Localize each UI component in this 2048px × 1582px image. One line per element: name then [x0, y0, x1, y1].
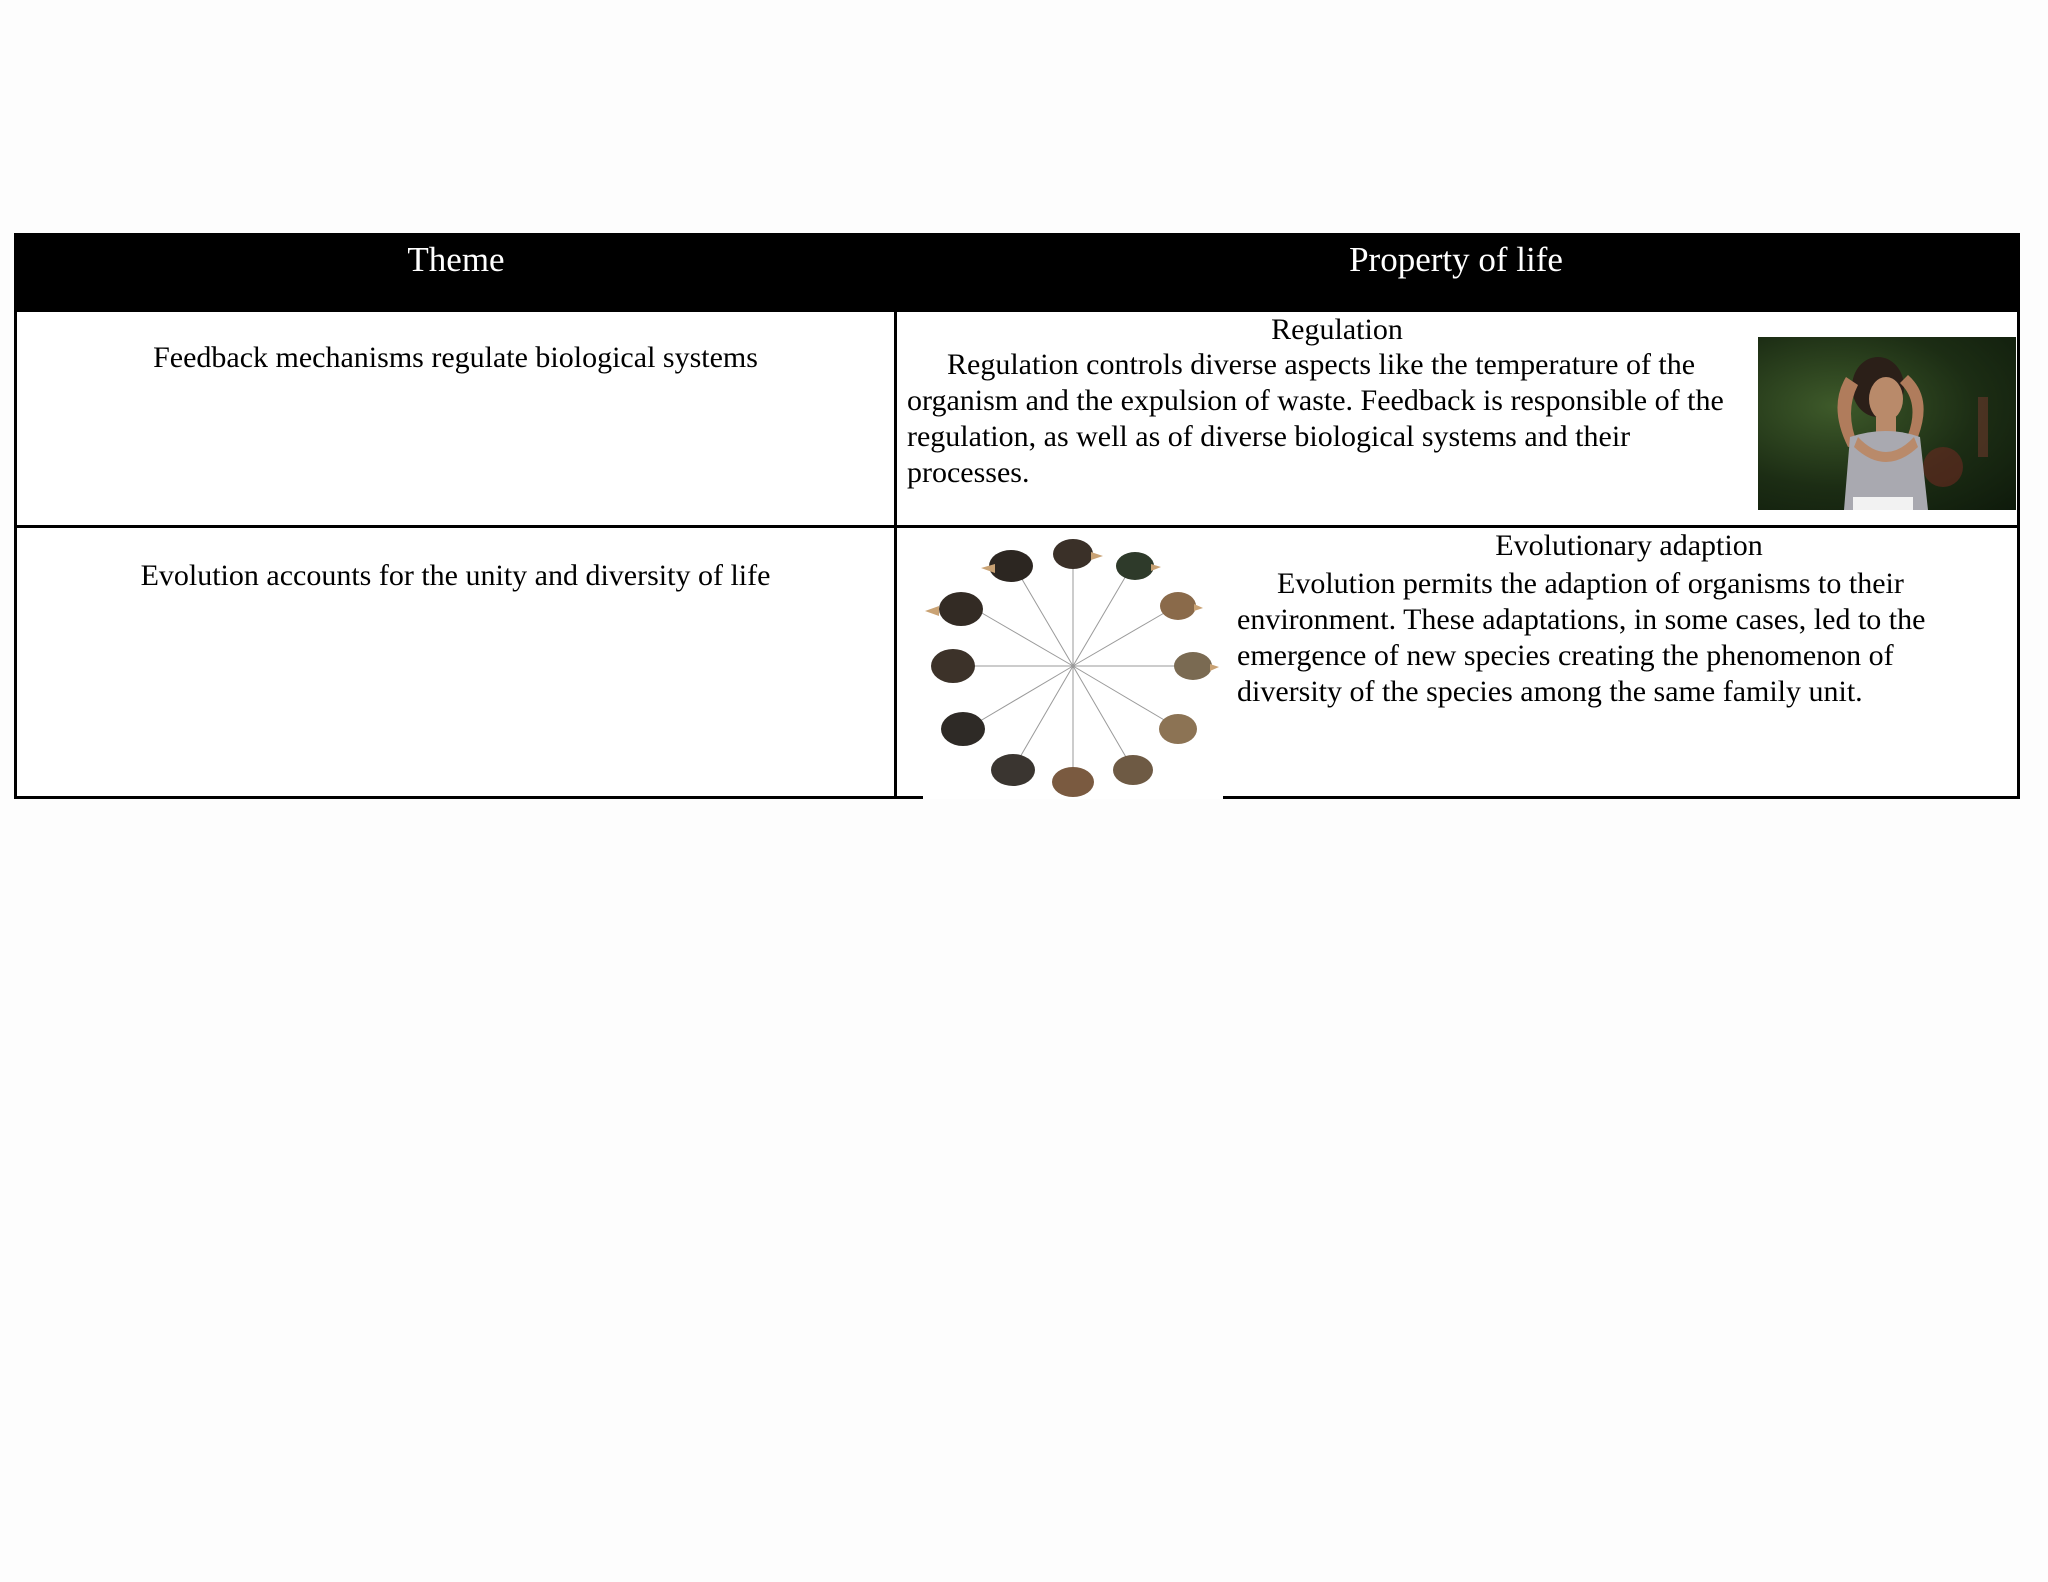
- row2-property-text: Evolution permits the adaption of organisms to their environment. These adaptations, in some cases, led to the emergence of new species creating the phenomenon of diversity of the species among the same family unit.: [1237, 567, 1926, 708]
- header-property-of-life: Property of life: [1349, 240, 1563, 279]
- theme-table: [14, 233, 2020, 799]
- darwin-finches-illustration: [923, 534, 1223, 799]
- row1-theme: Feedback mechanisms regulate biological systems: [153, 341, 758, 374]
- runner-illustration: [1758, 337, 2016, 510]
- table-header: [17, 236, 2017, 312]
- runner-photo: [1758, 337, 2016, 510]
- row2-theme: Evolution accounts for the unity and diversity of life: [140, 559, 771, 592]
- row1-property-title: Regulation: [1271, 313, 1403, 346]
- row2-property-title: Evolutionary adaption: [1495, 529, 1763, 562]
- row1-property-text: Regulation controls diverse aspects like the temperature of the organism and the expulsion of waste. Feedback is responsible of the regulation, as well as of diverse biological systems and their processes.: [907, 348, 1724, 489]
- finch-wheel: [923, 534, 1223, 799]
- header-theme: Theme: [407, 240, 505, 279]
- column-divider: [894, 312, 897, 796]
